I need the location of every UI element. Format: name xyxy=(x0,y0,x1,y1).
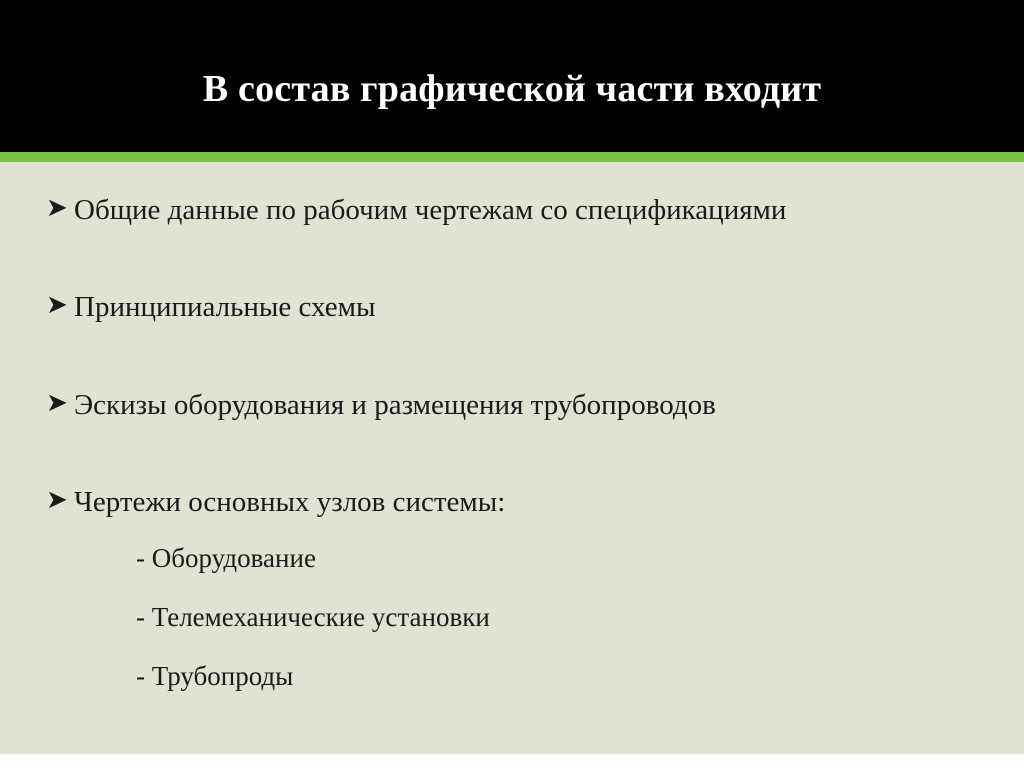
sub-list-item-label: Телемеханические установки xyxy=(151,602,490,633)
sub-list-item-label: Трубопроды xyxy=(151,661,294,692)
list-item-label: Чертежи основных узлов системы: xyxy=(74,486,506,519)
list-item xyxy=(46,389,978,422)
sub-list-item xyxy=(136,543,505,574)
slide-body xyxy=(0,162,1024,768)
bottom-margin-strip xyxy=(0,754,1024,768)
list-item-label: Принципиальные схемы xyxy=(74,291,376,324)
list-item xyxy=(46,486,978,720)
dash-marker: - xyxy=(136,661,145,692)
arrow-bullet-icon: ➤ xyxy=(46,387,68,418)
dash-marker: - xyxy=(136,543,145,574)
list-item-label: Общие данные по рабочим чертежам со спецификациями xyxy=(74,194,787,226)
sub-list xyxy=(136,543,505,692)
slide-title-band xyxy=(0,0,1024,152)
arrow-bullet-icon: ➤ xyxy=(46,485,68,516)
sub-list-item xyxy=(136,661,505,692)
bullet-list xyxy=(46,194,978,721)
sub-list-item-label: Оборудование xyxy=(151,543,316,574)
list-item xyxy=(46,194,978,227)
dash-marker: - xyxy=(136,602,145,633)
sub-list-item xyxy=(136,602,505,633)
accent-divider xyxy=(0,152,1024,162)
page-title: В состав графической части входит xyxy=(202,68,822,110)
arrow-bullet-icon: ➤ xyxy=(46,193,68,223)
list-item xyxy=(46,291,978,324)
arrow-bullet-icon: ➤ xyxy=(46,290,68,321)
list-item-label: Эскизы оборудования и размещения трубопроводов xyxy=(74,388,716,421)
